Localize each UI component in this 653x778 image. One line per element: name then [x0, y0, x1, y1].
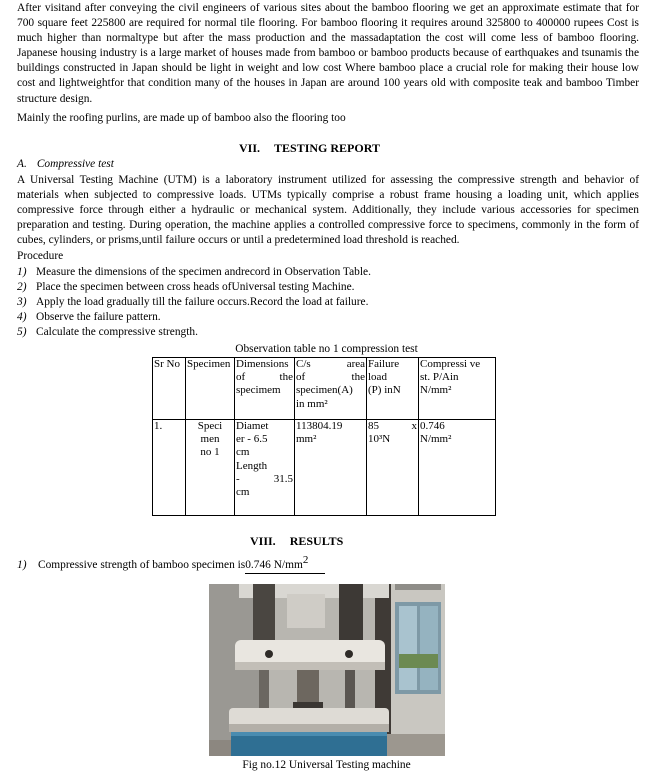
subsection-a-letter: A.	[17, 158, 27, 170]
section-7-number: VII.	[239, 141, 261, 155]
table-row	[153, 420, 496, 516]
table-header-row	[153, 358, 496, 420]
section-7-title: TESTING REPORT	[274, 141, 380, 155]
table-cell: Diamet er - 6.5 cm Length - 31.5 cm	[235, 420, 295, 516]
header-cell: Compressi ve st. P/Ain N/mm²	[419, 358, 496, 420]
procedure-step: 3) Apply the load gradually till the failure occurs.Record the load at failure.	[17, 296, 369, 308]
result-text: Compressive strength of bamboo specimen is	[38, 558, 246, 571]
utm-paragraph: A Universal Testing Machine (UTM) is a laboratory instrument utilized for assessing the compressive strength and behavior of materials when subjected to compressive loads. UTMs typically comprise a robust frame housing a loading unit, which applies compressive force through either a hydraulic or mechanical system. Additionally, they include various accessories for specimen preparation and testing. During operation, the machine applies a controlled compressive force to specimens, commonly in the form of cubes, cylinders, or prisms,until failure occurs or until a predetermined load threshold is reached.	[17, 174, 639, 247]
observation-table	[152, 357, 496, 516]
section-8-number: VIII.	[250, 534, 276, 548]
table-cell: 113804.19 mm²	[295, 420, 367, 516]
table-caption: Observation table no 1 compression test	[235, 343, 418, 355]
subsection-a-heading	[17, 158, 114, 170]
procedure-step: 2) Place the specimen between cross heads ofUniversal testing Machine.	[17, 281, 355, 293]
result-line	[17, 554, 325, 571]
result-value: 0.746 $N/mm^2$	[245, 559, 325, 574]
intro-last-line: Mainly the roofing purlins, are made up of bamboo also the flooring too	[17, 112, 346, 124]
utm-photo	[209, 584, 445, 756]
figure-caption: Fig no.12 Universal Testing machine	[242, 759, 411, 771]
procedure-step: 4) Observe the failure pattern.	[17, 311, 161, 323]
table-cell: 85 x 10³N	[367, 420, 419, 516]
header-cell: Failure load (P) inN	[367, 358, 419, 420]
intro-paragraph: After visitand after conveying the civil engineers of various sites about the bamboo flooring we get an approximate estimate that for 700 square feet 225800 are required for normal tile flooring. For bamboo flooring it requires around 325800 to 400000 rupees Cost is much higher than normaltype but after the mass production and the massadaptation the cost will come less of bamboo flooring. Japanese housing industry is a large market of houses made from bamboo or bamboo products because of earthquakes and tsunamis the buildings constructed in Japan should be light in weight and low cost Where bamboo place a crucial role for making their house low cost and lightweightfor that condition many of the houses in Japan are around 100 years old with composite teak and bamboo Timber structure design.	[17, 2, 639, 105]
header-cell: Dimensions of the specimem	[235, 358, 295, 420]
header-cell: C/s area of the specimen(A) in mm²	[295, 358, 367, 420]
table-cell: 0.746 N/mm²	[419, 420, 496, 516]
header-cell: Sr No	[153, 358, 186, 420]
procedure-step: 1) Measure the dimensions of the specimen andrecord in Observation Table.	[17, 266, 371, 278]
procedure-label: Procedure	[17, 250, 64, 262]
table-cell: 1.	[153, 420, 186, 516]
header-cell: Specimen	[186, 358, 235, 420]
procedure-step: 5) Calculate the compressive strength.	[17, 326, 198, 338]
section-7-heading	[239, 141, 380, 156]
section-8-heading	[250, 534, 343, 549]
section-8-title: RESULTS	[289, 534, 344, 548]
table-cell: Speci men no 1	[186, 420, 235, 516]
subsection-a-title: Compressive test	[36, 158, 114, 170]
result-number: 1)	[17, 558, 27, 571]
